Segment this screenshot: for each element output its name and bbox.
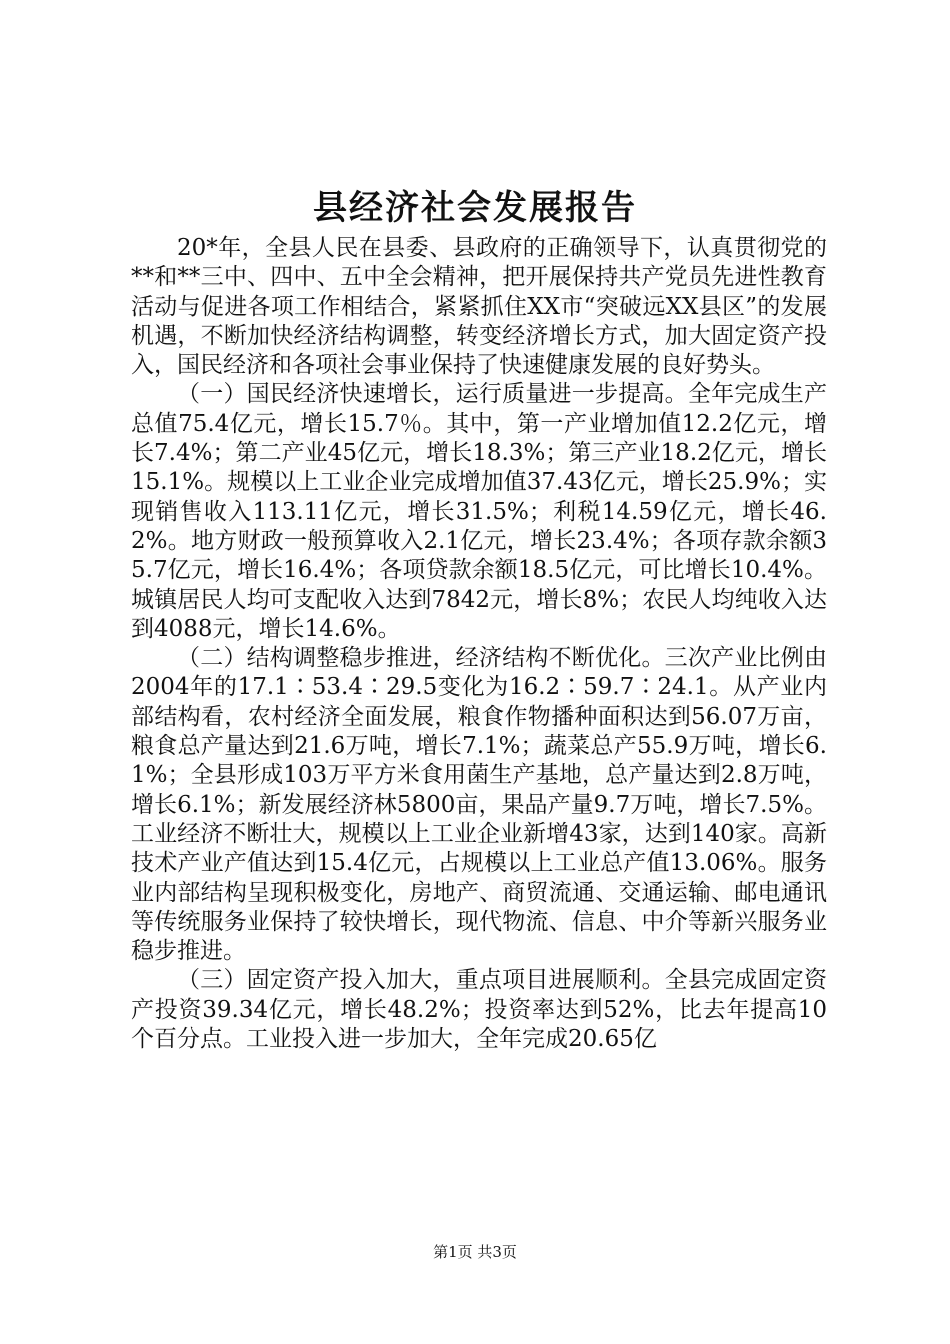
document-title: 县经济社会发展报告: [313, 188, 637, 228]
paragraph-intro: 20*年，全县人民在县委、县政府的正确领导下，认真贯彻党的**和**三中、四中、五中全会精神，把开展保持共产党员先进性教育活动与促进各项工作相结合，紧紧抓住XX市“突破远XX县区”的发展机遇，不断加快经济结构调整，转变经济增长方式，加大固定资产投入，国民经济和各项社会事业保持了快速健康发展的良好势头。: [131, 235, 827, 379]
paragraph-structure-adjustment: （二）结构调整稳步推进，经济结构不断优化。三次产业比例由2004年的17.1∶53.4∶29.5变化为16.2∶59.7∶24.1。从产业内部结构看，农村经济全面发展，粮食作物播种面积达到56.07万亩，粮食总产量达到21.6万吨，增长7.1%；蔬菜总产55.9万吨，增长6.1%；全县形成103万平方米食用菌生产基地，总产量达到2.8万吨，增长6.1%；新发展经济林5800亩，果品产量9.7万吨，增长7.5%。工业经济不断壮大，规模以上工业企业新增43家，达到140家。高新技术产业产值达到15.4亿元，占规模以上工业总产值13.06%。服务业内部结构呈现积极变化，房地产、商贸流通、交通运输、邮电通讯等传统服务业保持了较快增长，现代物流、信息、中介等新兴服务业稳步推进。: [131, 645, 827, 965]
paragraph-economic-growth: （一）国民经济快速增长，运行质量进一步提高。全年完成生产总值75.4亿元，增长15.7％。其中，第一产业增加值12.2亿元，增长7.4%；第二产业45亿元，增长18.3%；第三产业18.2亿元，增长15.1%。规模以上工业企业完成增加值37.43亿元，增长25.9%；实现销售收入113.11亿元，增长31.5%；利税14.59亿元，增长46.2%。地方财政一般预算收入2.1亿元，增长23.4%；各项存款余额35.7亿元，增长16.4%；各项贷款余额18.5亿元，可比增长10.4%。城镇居民人均可支配收入达到7842元，增长8%；农民人均纯收入达到4088元，增长14.6%。: [131, 381, 827, 642]
page-footer: 第1页 共3页: [433, 1243, 517, 1261]
document-body: [131, 234, 827, 1054]
paragraph-fixed-investment: （三）固定资产投入加大，重点项目进展顺利。全县完成固定资产投资39.34亿元，增长48.2%；投资率达到52%，比去年提高10个百分点。工业投入进一步加大，全年完成20.65亿: [131, 967, 827, 1053]
